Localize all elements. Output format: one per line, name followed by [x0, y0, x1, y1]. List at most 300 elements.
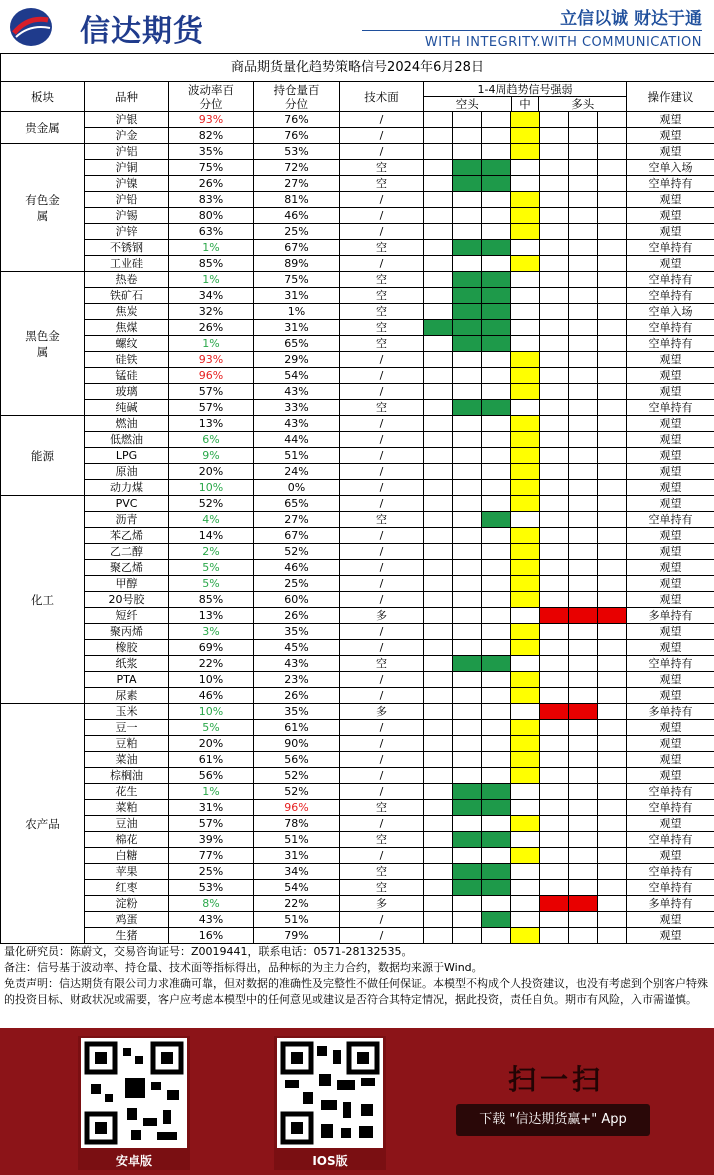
- open-interest-cell: 54%: [254, 368, 340, 384]
- signal-cell-1: [424, 528, 453, 544]
- technical-cell: /: [340, 112, 424, 128]
- advice-cell: 观望: [627, 736, 714, 752]
- signal-cell-6: [569, 288, 598, 304]
- signal-cell-1: [424, 672, 453, 688]
- signal-cell-5: [540, 496, 569, 512]
- table-row: [1, 656, 714, 672]
- volatility-cell: 52%: [169, 496, 254, 512]
- signal-cell-7: [598, 544, 627, 560]
- col-volatility: [169, 82, 254, 112]
- volatility-cell: 63%: [169, 224, 254, 240]
- technical-cell: /: [340, 688, 424, 704]
- volatility-cell: 57%: [169, 400, 254, 416]
- table-row: [1, 768, 714, 784]
- signal-cell-6: [569, 864, 598, 880]
- technical-cell: 空: [340, 800, 424, 816]
- signal-cell-7: [598, 368, 627, 384]
- qr-code-android-icon[interactable]: [81, 1038, 187, 1148]
- open-interest-cell: 31%: [254, 320, 340, 336]
- variety-cell: 鸡蛋: [85, 912, 169, 928]
- signal-cell-1: [424, 592, 453, 608]
- open-interest-cell: 44%: [254, 432, 340, 448]
- sector-cell: 黑色金属: [1, 272, 85, 416]
- signal-cell-7: [598, 144, 627, 160]
- technical-cell: /: [340, 752, 424, 768]
- advice-cell: 观望: [627, 352, 714, 368]
- signal-cell-4: [511, 832, 540, 848]
- signal-cell-3: [482, 336, 511, 352]
- signal-cell-3: [482, 848, 511, 864]
- variety-cell: 豆一: [85, 720, 169, 736]
- signal-cell-4: [511, 736, 540, 752]
- signal-cell-1: [424, 496, 453, 512]
- signal-cell-5: [540, 656, 569, 672]
- signal-cell-2: [453, 272, 482, 288]
- header: [0, 0, 714, 53]
- table-row: [1, 640, 714, 656]
- table-row: [1, 416, 714, 432]
- variety-cell: 纸浆: [85, 656, 169, 672]
- signal-cell-7: [598, 384, 627, 400]
- signal-cell-7: [598, 480, 627, 496]
- signal-cell-4: [511, 416, 540, 432]
- technical-cell: /: [340, 912, 424, 928]
- technical-cell: 空: [340, 320, 424, 336]
- qr-card-ios: [274, 1036, 386, 1170]
- variety-cell: 低燃油: [85, 432, 169, 448]
- signal-cell-2: [453, 512, 482, 528]
- signal-cell-3: [482, 768, 511, 784]
- signal-cell-4: [511, 368, 540, 384]
- volatility-cell: 4%: [169, 512, 254, 528]
- signal-cell-1: [424, 912, 453, 928]
- advice-cell: 空单持有: [627, 784, 714, 800]
- table-row: [1, 400, 714, 416]
- sector-cell: 化工: [1, 496, 85, 704]
- signal-cell-7: [598, 528, 627, 544]
- advice-cell: 空单入场: [627, 304, 714, 320]
- signal-cell-6: [569, 832, 598, 848]
- table-row: [1, 672, 714, 688]
- variety-cell: 沪铝: [85, 144, 169, 160]
- signal-cell-5: [540, 784, 569, 800]
- signal-cell-1: [424, 112, 453, 128]
- signal-cell-6: [569, 480, 598, 496]
- advice-cell: 空单持有: [627, 832, 714, 848]
- variety-cell: 橡胶: [85, 640, 169, 656]
- variety-cell: 沪金: [85, 128, 169, 144]
- signal-cell-6: [569, 688, 598, 704]
- variety-cell: 动力煤: [85, 480, 169, 496]
- technical-cell: /: [340, 256, 424, 272]
- table-row: [1, 496, 714, 512]
- signal-cell-5: [540, 512, 569, 528]
- signal-cell-4: [511, 688, 540, 704]
- table-row: [1, 544, 714, 560]
- signal-cell-2: [453, 528, 482, 544]
- technical-cell: 空: [340, 656, 424, 672]
- signal-cell-2: [453, 736, 482, 752]
- signal-cell-4: [511, 112, 540, 128]
- signal-cell-3: [482, 192, 511, 208]
- signal-cell-2: [453, 448, 482, 464]
- signal-cell-5: [540, 448, 569, 464]
- technical-cell: /: [340, 624, 424, 640]
- signal-cell-1: [424, 480, 453, 496]
- signal-cell-2: [453, 720, 482, 736]
- slogan-divider: [362, 30, 702, 31]
- signal-cell-5: [540, 624, 569, 640]
- signal-cell-3: [482, 480, 511, 496]
- advice-cell: 空单持有: [627, 176, 714, 192]
- signal-cell-5: [540, 768, 569, 784]
- signal-cell-3: [482, 160, 511, 176]
- table-row: [1, 592, 714, 608]
- signal-cell-4: [511, 800, 540, 816]
- signal-cell-6: [569, 272, 598, 288]
- table-row: [1, 352, 714, 368]
- col-advice: 操作建议: [627, 82, 714, 112]
- signal-cell-7: [598, 864, 627, 880]
- variety-cell: PTA: [85, 672, 169, 688]
- signal-cell-2: [453, 416, 482, 432]
- advice-cell: 观望: [627, 592, 714, 608]
- signal-cell-5: [540, 752, 569, 768]
- open-interest-cell: 46%: [254, 208, 340, 224]
- variety-cell: 生猪: [85, 928, 169, 944]
- advice-cell: 观望: [627, 224, 714, 240]
- signal-cell-4: [511, 432, 540, 448]
- signal-cell-6: [569, 304, 598, 320]
- signal-cell-3: [482, 272, 511, 288]
- signal-cell-7: [598, 704, 627, 720]
- open-interest-cell: 25%: [254, 576, 340, 592]
- signal-cell-5: [540, 384, 569, 400]
- variety-cell: 聚乙烯: [85, 560, 169, 576]
- col-technical: 技术面: [340, 82, 424, 112]
- signal-cell-7: [598, 352, 627, 368]
- signal-cell-2: [453, 832, 482, 848]
- signal-cell-7: [598, 720, 627, 736]
- volatility-cell: 8%: [169, 896, 254, 912]
- signal-cell-4: [511, 224, 540, 240]
- volatility-cell: 2%: [169, 544, 254, 560]
- variety-cell: 淀粉: [85, 896, 169, 912]
- signal-cell-4: [511, 576, 540, 592]
- advice-cell: 观望: [627, 640, 714, 656]
- volatility-cell: 39%: [169, 832, 254, 848]
- volatility-cell: 75%: [169, 160, 254, 176]
- variety-cell: 沪铜: [85, 160, 169, 176]
- signal-cell-5: [540, 848, 569, 864]
- advice-cell: 观望: [627, 752, 714, 768]
- signal-cell-4: [511, 352, 540, 368]
- signal-cell-7: [598, 592, 627, 608]
- signal-cell-5: [540, 864, 569, 880]
- signal-cell-5: [540, 464, 569, 480]
- col-variety: 品种: [85, 82, 169, 112]
- signal-cell-2: [453, 464, 482, 480]
- signal-cell-3: [482, 528, 511, 544]
- technical-cell: 空: [340, 864, 424, 880]
- table-row: [1, 384, 714, 400]
- signal-cell-4: [511, 384, 540, 400]
- signal-cell-3: [482, 864, 511, 880]
- open-interest-cell: 96%: [254, 800, 340, 816]
- signal-cell-3: [482, 176, 511, 192]
- signal-cell-6: [569, 784, 598, 800]
- signal-cell-1: [424, 368, 453, 384]
- signal-cell-2: [453, 384, 482, 400]
- signal-cell-6: [569, 672, 598, 688]
- signal-cell-5: [540, 272, 569, 288]
- advice-cell: 观望: [627, 128, 714, 144]
- volatility-cell: 3%: [169, 624, 254, 640]
- signal-cell-5: [540, 816, 569, 832]
- signal-cell-3: [482, 752, 511, 768]
- signal-cell-3: [482, 784, 511, 800]
- signal-cell-2: [453, 176, 482, 192]
- col-volatility-label: 波动率百分位: [188, 82, 234, 111]
- signal-cell-3: [482, 560, 511, 576]
- signal-cell-4: [511, 160, 540, 176]
- signal-cell-5: [540, 592, 569, 608]
- signal-cell-5: [540, 240, 569, 256]
- signal-cell-4: [511, 608, 540, 624]
- technical-cell: 空: [340, 400, 424, 416]
- signal-cell-2: [453, 768, 482, 784]
- signal-cell-7: [598, 192, 627, 208]
- advice-cell: 空单持有: [627, 288, 714, 304]
- signal-cell-5: [540, 544, 569, 560]
- signal-cell-6: [569, 512, 598, 528]
- signal-cell-7: [598, 432, 627, 448]
- open-interest-cell: 29%: [254, 352, 340, 368]
- signal-cell-3: [482, 448, 511, 464]
- variety-cell: 原油: [85, 464, 169, 480]
- signal-cell-1: [424, 272, 453, 288]
- signal-cell-1: [424, 400, 453, 416]
- sector-cell: 农产品: [1, 704, 85, 944]
- advice-cell: 观望: [627, 848, 714, 864]
- variety-cell: 菜油: [85, 752, 169, 768]
- signal-cell-4: [511, 640, 540, 656]
- signal-cell-2: [453, 256, 482, 272]
- advice-cell: 观望: [627, 624, 714, 640]
- signal-cell-1: [424, 688, 453, 704]
- advice-cell: 观望: [627, 928, 714, 944]
- signal-cell-6: [569, 800, 598, 816]
- signal-cell-3: [482, 672, 511, 688]
- technical-cell: /: [340, 576, 424, 592]
- technical-cell: 多: [340, 608, 424, 624]
- variety-cell: 苹果: [85, 864, 169, 880]
- signal-cell-3: [482, 240, 511, 256]
- variety-cell: 螺纹: [85, 336, 169, 352]
- signal-cell-6: [569, 144, 598, 160]
- signal-cell-2: [453, 928, 482, 944]
- signal-cell-3: [482, 544, 511, 560]
- open-interest-cell: 52%: [254, 544, 340, 560]
- signal-cell-1: [424, 896, 453, 912]
- open-interest-cell: 25%: [254, 224, 340, 240]
- open-interest-cell: 79%: [254, 928, 340, 944]
- signal-cell-7: [598, 496, 627, 512]
- signal-cell-1: [424, 704, 453, 720]
- signal-table-wrapper: [0, 53, 714, 944]
- signal-cell-4: [511, 480, 540, 496]
- signal-cell-7: [598, 512, 627, 528]
- table-row: [1, 688, 714, 704]
- signal-cell-2: [453, 752, 482, 768]
- table-row: [1, 160, 714, 176]
- volatility-cell: 1%: [169, 336, 254, 352]
- signal-cell-2: [453, 224, 482, 240]
- signal-cell-6: [569, 752, 598, 768]
- signal-cell-2: [453, 144, 482, 160]
- table-row: [1, 736, 714, 752]
- signal-cell-2: [453, 496, 482, 512]
- signal-cell-6: [569, 416, 598, 432]
- scan-prompt: 扫一扫: [508, 1063, 605, 1096]
- volatility-cell: 85%: [169, 256, 254, 272]
- advice-cell: 观望: [627, 208, 714, 224]
- table-row: [1, 704, 714, 720]
- advice-cell: 多单持有: [627, 704, 714, 720]
- advice-cell: 空单持有: [627, 320, 714, 336]
- table-row: [1, 480, 714, 496]
- variety-cell: 沥青: [85, 512, 169, 528]
- signal-cell-2: [453, 336, 482, 352]
- signal-cell-3: [482, 304, 511, 320]
- signal-cell-1: [424, 192, 453, 208]
- technical-cell: 空: [340, 304, 424, 320]
- advice-cell: 观望: [627, 528, 714, 544]
- download-app-button[interactable]: 下载 "信达期货赢+" App: [456, 1104, 650, 1136]
- variety-cell: 尿素: [85, 688, 169, 704]
- open-interest-cell: 61%: [254, 720, 340, 736]
- note-disclaimer: 免责声明：信达期货有限公司力求准确可靠，但对数据的准确性及完整性不做任何保证。本模型不构成个人投资建议，也没有考虑到个别客户特殊的投资目标、财政状况或需要，客户应考虑本模型中的任何意见或建议是否符合其特定情况，据此投资，责任自负。期市有风险，入市需谨慎。: [4, 977, 708, 1006]
- signal-cell-7: [598, 272, 627, 288]
- signal-cell-5: [540, 368, 569, 384]
- technical-cell: /: [340, 144, 424, 160]
- signal-cell-5: [540, 112, 569, 128]
- signal-cell-4: [511, 464, 540, 480]
- signal-cell-7: [598, 816, 627, 832]
- technical-cell: 空: [340, 512, 424, 528]
- volatility-cell: 35%: [169, 144, 254, 160]
- signal-cell-4: [511, 192, 540, 208]
- qr-code-ios-icon[interactable]: [277, 1038, 383, 1148]
- signal-cell-4: [511, 704, 540, 720]
- volatility-cell: 5%: [169, 560, 254, 576]
- variety-cell: 纯碱: [85, 400, 169, 416]
- volatility-cell: 13%: [169, 416, 254, 432]
- signal-cell-2: [453, 368, 482, 384]
- open-interest-cell: 89%: [254, 256, 340, 272]
- signal-cell-2: [453, 288, 482, 304]
- signal-cell-5: [540, 224, 569, 240]
- signal-cell-7: [598, 736, 627, 752]
- variety-cell: 苯乙烯: [85, 528, 169, 544]
- volatility-cell: 57%: [169, 384, 254, 400]
- variety-cell: 菜粕: [85, 800, 169, 816]
- sector-cell: 能源: [1, 416, 85, 496]
- signal-cell-7: [598, 416, 627, 432]
- open-interest-cell: 76%: [254, 112, 340, 128]
- technical-cell: /: [340, 816, 424, 832]
- signal-cell-3: [482, 496, 511, 512]
- signal-cell-1: [424, 800, 453, 816]
- technical-cell: 空: [340, 288, 424, 304]
- signal-cell-6: [569, 432, 598, 448]
- signal-cell-2: [453, 432, 482, 448]
- technical-cell: 空: [340, 272, 424, 288]
- variety-cell: 棉花: [85, 832, 169, 848]
- table-row: [1, 208, 714, 224]
- table-row: [1, 512, 714, 528]
- signal-cell-3: [482, 416, 511, 432]
- technical-cell: /: [340, 464, 424, 480]
- table-row: [1, 720, 714, 736]
- signal-cell-4: [511, 624, 540, 640]
- signal-cell-3: [482, 912, 511, 928]
- signal-cell-7: [598, 336, 627, 352]
- signal-cell-2: [453, 912, 482, 928]
- volatility-cell: 5%: [169, 720, 254, 736]
- signal-cell-4: [511, 176, 540, 192]
- table-row: [1, 528, 714, 544]
- signal-cell-1: [424, 128, 453, 144]
- advice-cell: 观望: [627, 672, 714, 688]
- signal-cell-4: [511, 864, 540, 880]
- table-row: [1, 800, 714, 816]
- signal-cell-1: [424, 416, 453, 432]
- signal-cell-2: [453, 864, 482, 880]
- table-header-row: [1, 82, 714, 112]
- signal-cell-7: [598, 608, 627, 624]
- table-row: [1, 144, 714, 160]
- open-interest-cell: 81%: [254, 192, 340, 208]
- open-interest-cell: 72%: [254, 160, 340, 176]
- note-researcher: 量化研究员：陈蔚文，交易咨询证号：Z0019441，联系电话：0571-28132535。: [4, 945, 413, 958]
- variety-cell: 热卷: [85, 272, 169, 288]
- table-row: [1, 864, 714, 880]
- advice-cell: 观望: [627, 496, 714, 512]
- signal-cell-1: [424, 768, 453, 784]
- signal-cell-4: [511, 544, 540, 560]
- signal-cell-2: [453, 576, 482, 592]
- advice-cell: 多单持有: [627, 608, 714, 624]
- signal-cell-7: [598, 464, 627, 480]
- table-row: [1, 128, 714, 144]
- technical-cell: /: [340, 208, 424, 224]
- open-interest-cell: 1%: [254, 304, 340, 320]
- signal-cell-4: [511, 816, 540, 832]
- signal-cell-6: [569, 224, 598, 240]
- signal-cell-3: [482, 688, 511, 704]
- technical-cell: 空: [340, 240, 424, 256]
- open-interest-cell: 67%: [254, 528, 340, 544]
- technical-cell: /: [340, 192, 424, 208]
- signal-cell-5: [540, 720, 569, 736]
- table-row: [1, 576, 714, 592]
- open-interest-cell: 26%: [254, 688, 340, 704]
- signal-cell-1: [424, 784, 453, 800]
- notes-section: [4, 944, 710, 1008]
- signal-cell-7: [598, 768, 627, 784]
- volatility-cell: 5%: [169, 576, 254, 592]
